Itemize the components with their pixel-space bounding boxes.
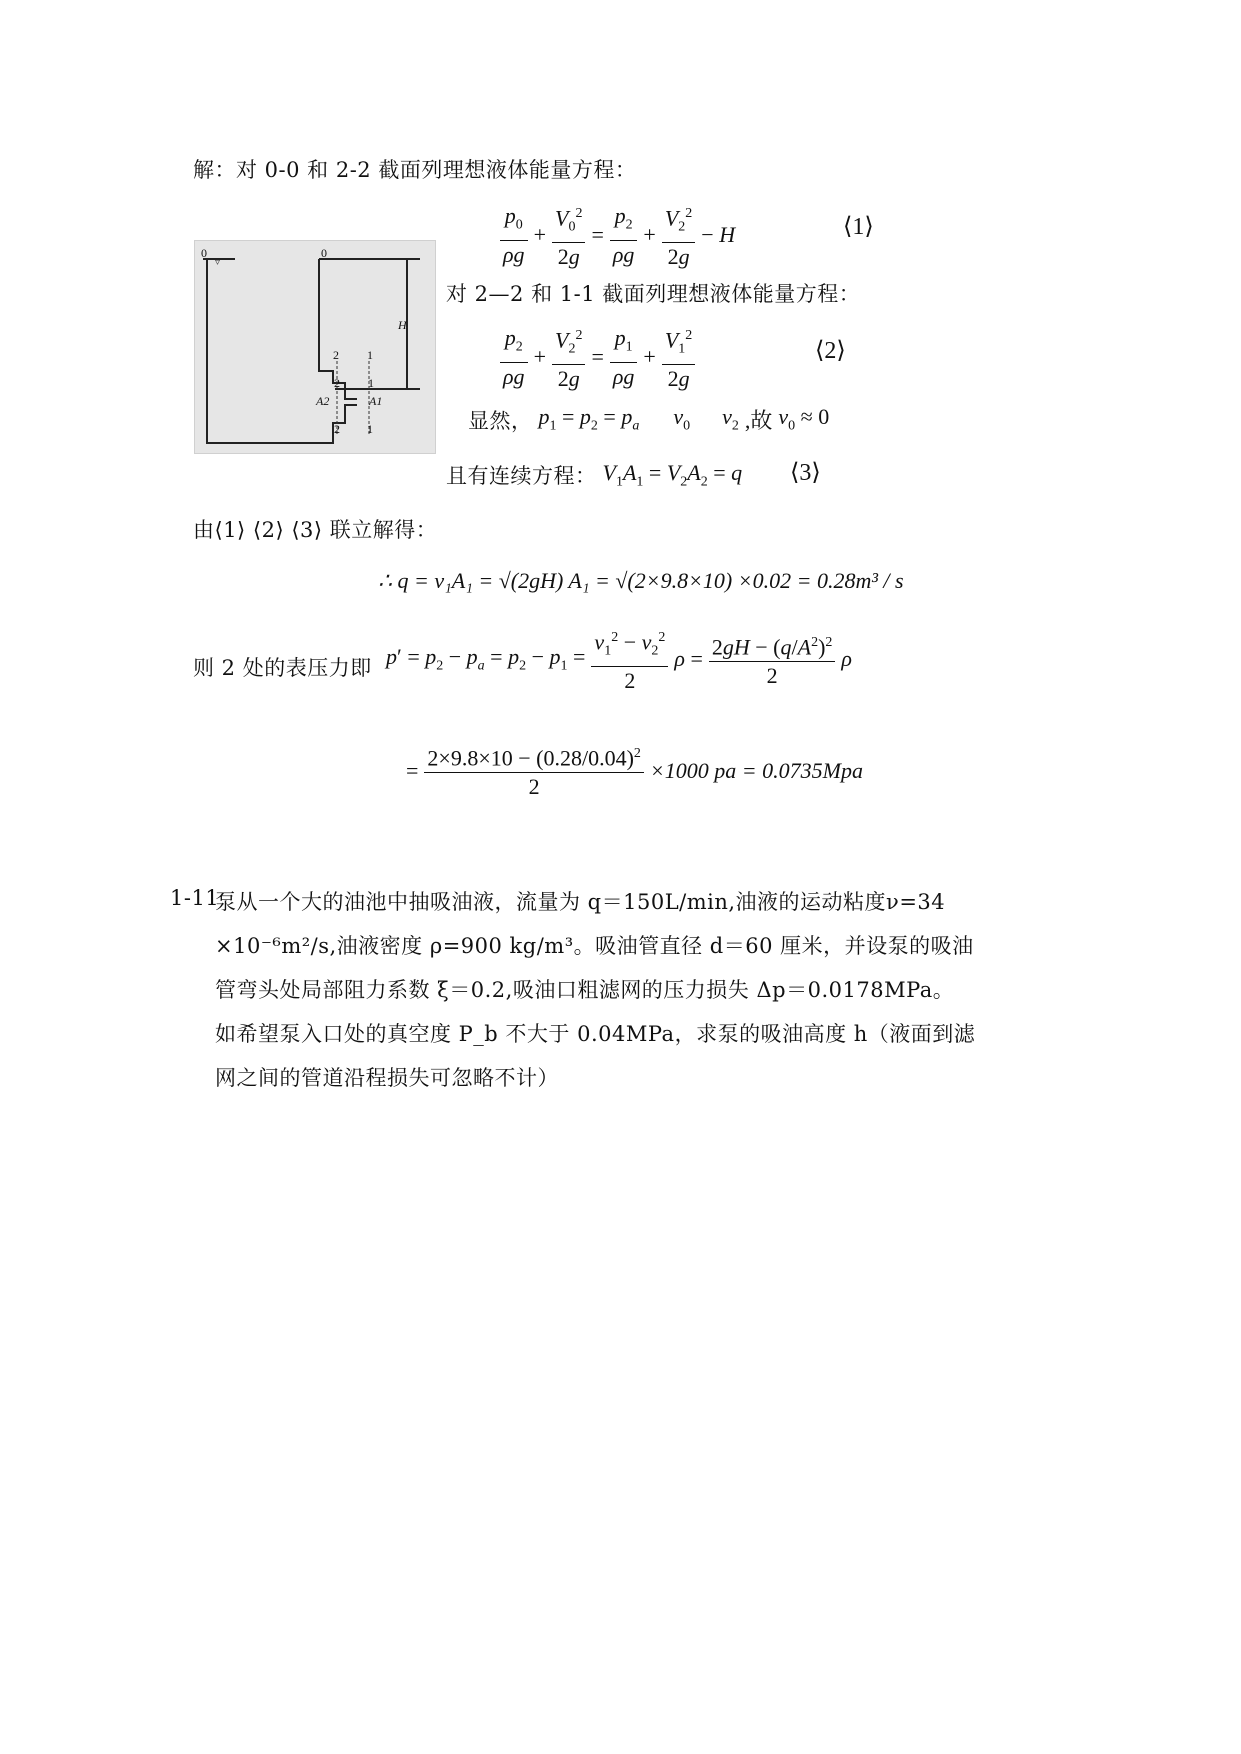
- solution-intro: 解：对 0-0 和 2-2 截面列理想液体能量方程：: [193, 158, 637, 182]
- figure-label-1b: 1: [368, 376, 374, 390]
- obvious-tail: ,故: [744, 408, 773, 433]
- tank-diagram: [194, 240, 436, 454]
- step2-text: 对 2—2 和 1-1 截面列理想液体能量方程：: [446, 282, 861, 306]
- continuity-line: 且有连续方程： $V_1A_1 = V_2A_2 = q$: [446, 460, 743, 490]
- problem-line-2: ×10⁻⁶m²/s,油液密度 ρ=900 kg/m³。吸油管直径 d＝60 厘米，并设泵的吸油: [215, 934, 974, 958]
- flow-result: ∴ q = v₁A₁ = √(2gH) A₁ = √(2×9.8×10) ×0.02 = 0.28m³ / s: [378, 568, 904, 593]
- combine-text: 由⟨1⟩ ⟨2⟩ ⟨3⟩ 联立解得：: [193, 518, 438, 542]
- figure-label-0b: 0: [321, 246, 327, 260]
- equation-2-label: ⟨2⟩: [815, 338, 846, 364]
- problem-line-3: 管弯头处局部阻力系数 ξ＝0.2,吸油口粗滤网的压力损失 Δp＝0.0178MPa。: [215, 978, 955, 1002]
- obvious-text: 显然，: [468, 408, 533, 433]
- figure-label-2c: 2: [334, 422, 340, 436]
- water-level-icon: ▿: [215, 257, 221, 268]
- figure-label-0a: 0: [201, 246, 207, 260]
- equation-3-label: ⟨3⟩: [790, 460, 821, 486]
- figure-label-1c: 1: [367, 422, 373, 436]
- figure-label-2b: 2: [334, 376, 340, 390]
- final-value: ×1000 pa = 0.0735Mpa: [649, 757, 863, 783]
- final-computation: = $\frac{2\times 9.8\times 10 - (0.28/0.04)^2}{2}$ ×1000 pa = 0.0735Mpa: [406, 745, 863, 800]
- figure-label-a2: A2: [316, 394, 330, 408]
- figure-label-a1: A1: [369, 394, 383, 408]
- problem-line-4: 如希望泵入口处的真空度 P_b 不大于 0.04MPa，求泵的吸油高度 h（液面到滤: [215, 1022, 976, 1046]
- problem-line-1: 泵从一个大的油池中抽吸油液，流量为 q＝150L/min,油液的运动粘度ν=34: [215, 890, 946, 914]
- problem-number: 1-11: [170, 886, 220, 910]
- equation-1-label: ⟨1⟩: [843, 214, 874, 240]
- gauge-equation: $p' = p_2 - p_a = p_2 - p_1$ = $\frac{v_1^2 - v_2^2}{2}$ ρ = $\frac{2gH - (q/A^2)^2}{2}$ ρ: [386, 629, 852, 693]
- continuity-text: 且有连续方程：: [446, 464, 597, 489]
- tank-diagram-svg: [195, 241, 435, 453]
- obvious-line: 显然， $p_1 = p_2 = p_a$ $v_0$ $v_2$ ,故 $v_0 \approx 0$: [468, 404, 830, 434]
- figure-label-2a: 2: [333, 348, 339, 362]
- equation-2: $\frac{p_2}{\rho g}$ + $\frac{V_2^2}{2g}$ = $\frac{p_1}{\rho g}$ + $\frac{V_1^2}{2g}$: [500, 322, 695, 393]
- figure-label-h: H: [398, 318, 407, 332]
- gauge-intro: 则 2 处的表压力即: [193, 656, 372, 680]
- problem-line-5: 网之间的管道沿程损失可忽略不计）: [215, 1066, 559, 1090]
- equation-1: $\frac{p_0}{\rho g}$ + $\frac{V_0^2}{2g}$ = $\frac{p_2}{\rho g}$ + $\frac{V_2^2}{2g}$ − H: [500, 200, 735, 271]
- figure-label-1a: 1: [367, 348, 373, 362]
